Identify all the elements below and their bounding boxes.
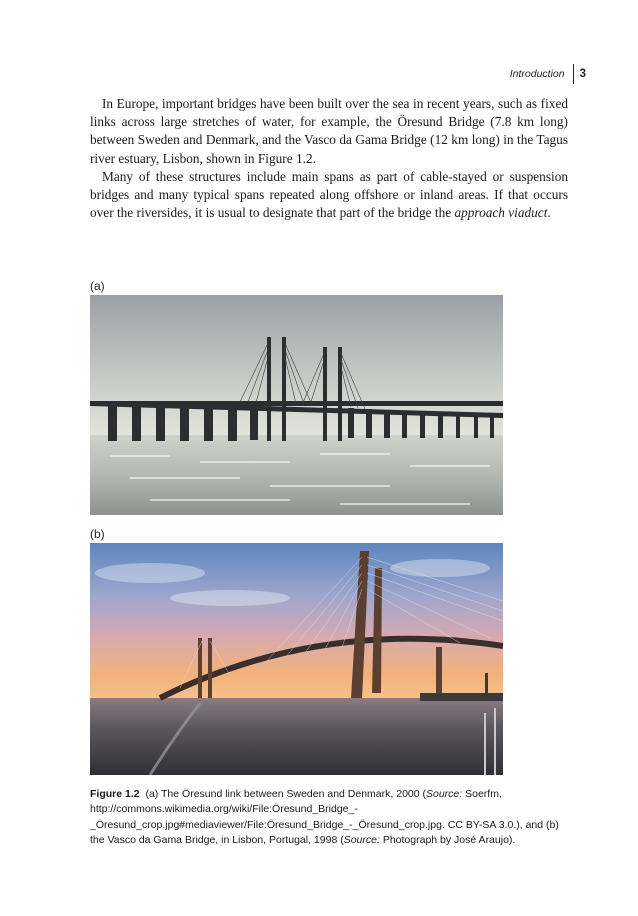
panel-a-label: (a)	[90, 279, 105, 293]
paragraph-2	[90, 168, 568, 223]
caption-part-2: Soerfm, http://commons.wikimedia.org/wiki/File:Öresund_Bridge_-_Öresund_crop.jpg#mediaviewer/File:Öresund_Bridge_-_Öresund_crop.jpg. CC BY-SA 3.0.), and (b) the Vasco da Gama Bridge, in Lisbon, Portugal, 1998 (	[90, 788, 559, 847]
header-rule	[573, 64, 574, 84]
approach-viaduct-term: approach viaduct	[454, 205, 548, 221]
caption-source-label-1: Source:	[426, 788, 463, 800]
paragraph-2-end: .	[547, 205, 551, 221]
caption-part-1: (a) The Öresund link between Sweden and Denmark, 2000 (	[145, 788, 426, 800]
oresund-bridge-photo	[90, 295, 503, 515]
caption-source-label-2: Source:	[343, 834, 380, 847]
figure-label: Figure 1.2	[90, 788, 140, 800]
figure-caption	[90, 787, 570, 849]
paragraph-2-text: Many of these structures include main spans as part of cable-stayed or suspension bridges and many typical spans repeated along offshore or inland areas. If that occurs over the riversides, it is usual to designate that part of the bridge the	[90, 168, 568, 221]
section-title: Introduction	[509, 68, 565, 80]
vasco-da-gama-bridge-photo	[90, 543, 503, 775]
body-text	[90, 95, 568, 222]
panel-b-label: (b)	[90, 527, 105, 541]
caption-part-3: Photograph by José Araujo).	[379, 834, 516, 847]
paragraph-1: In Europe, important bridges have been built over the sea in recent years, such as fixed links across large stretches of water, for example, the Öresund Bridge (7.8 km long) between Sweden and Denmark, and the Vasco da Gama Bridge (12 km long) in the Tagus river estuary, Lisbon, shown in Figure 1.2.	[90, 96, 568, 166]
running-header	[510, 64, 586, 84]
page-number: 3	[579, 68, 586, 80]
